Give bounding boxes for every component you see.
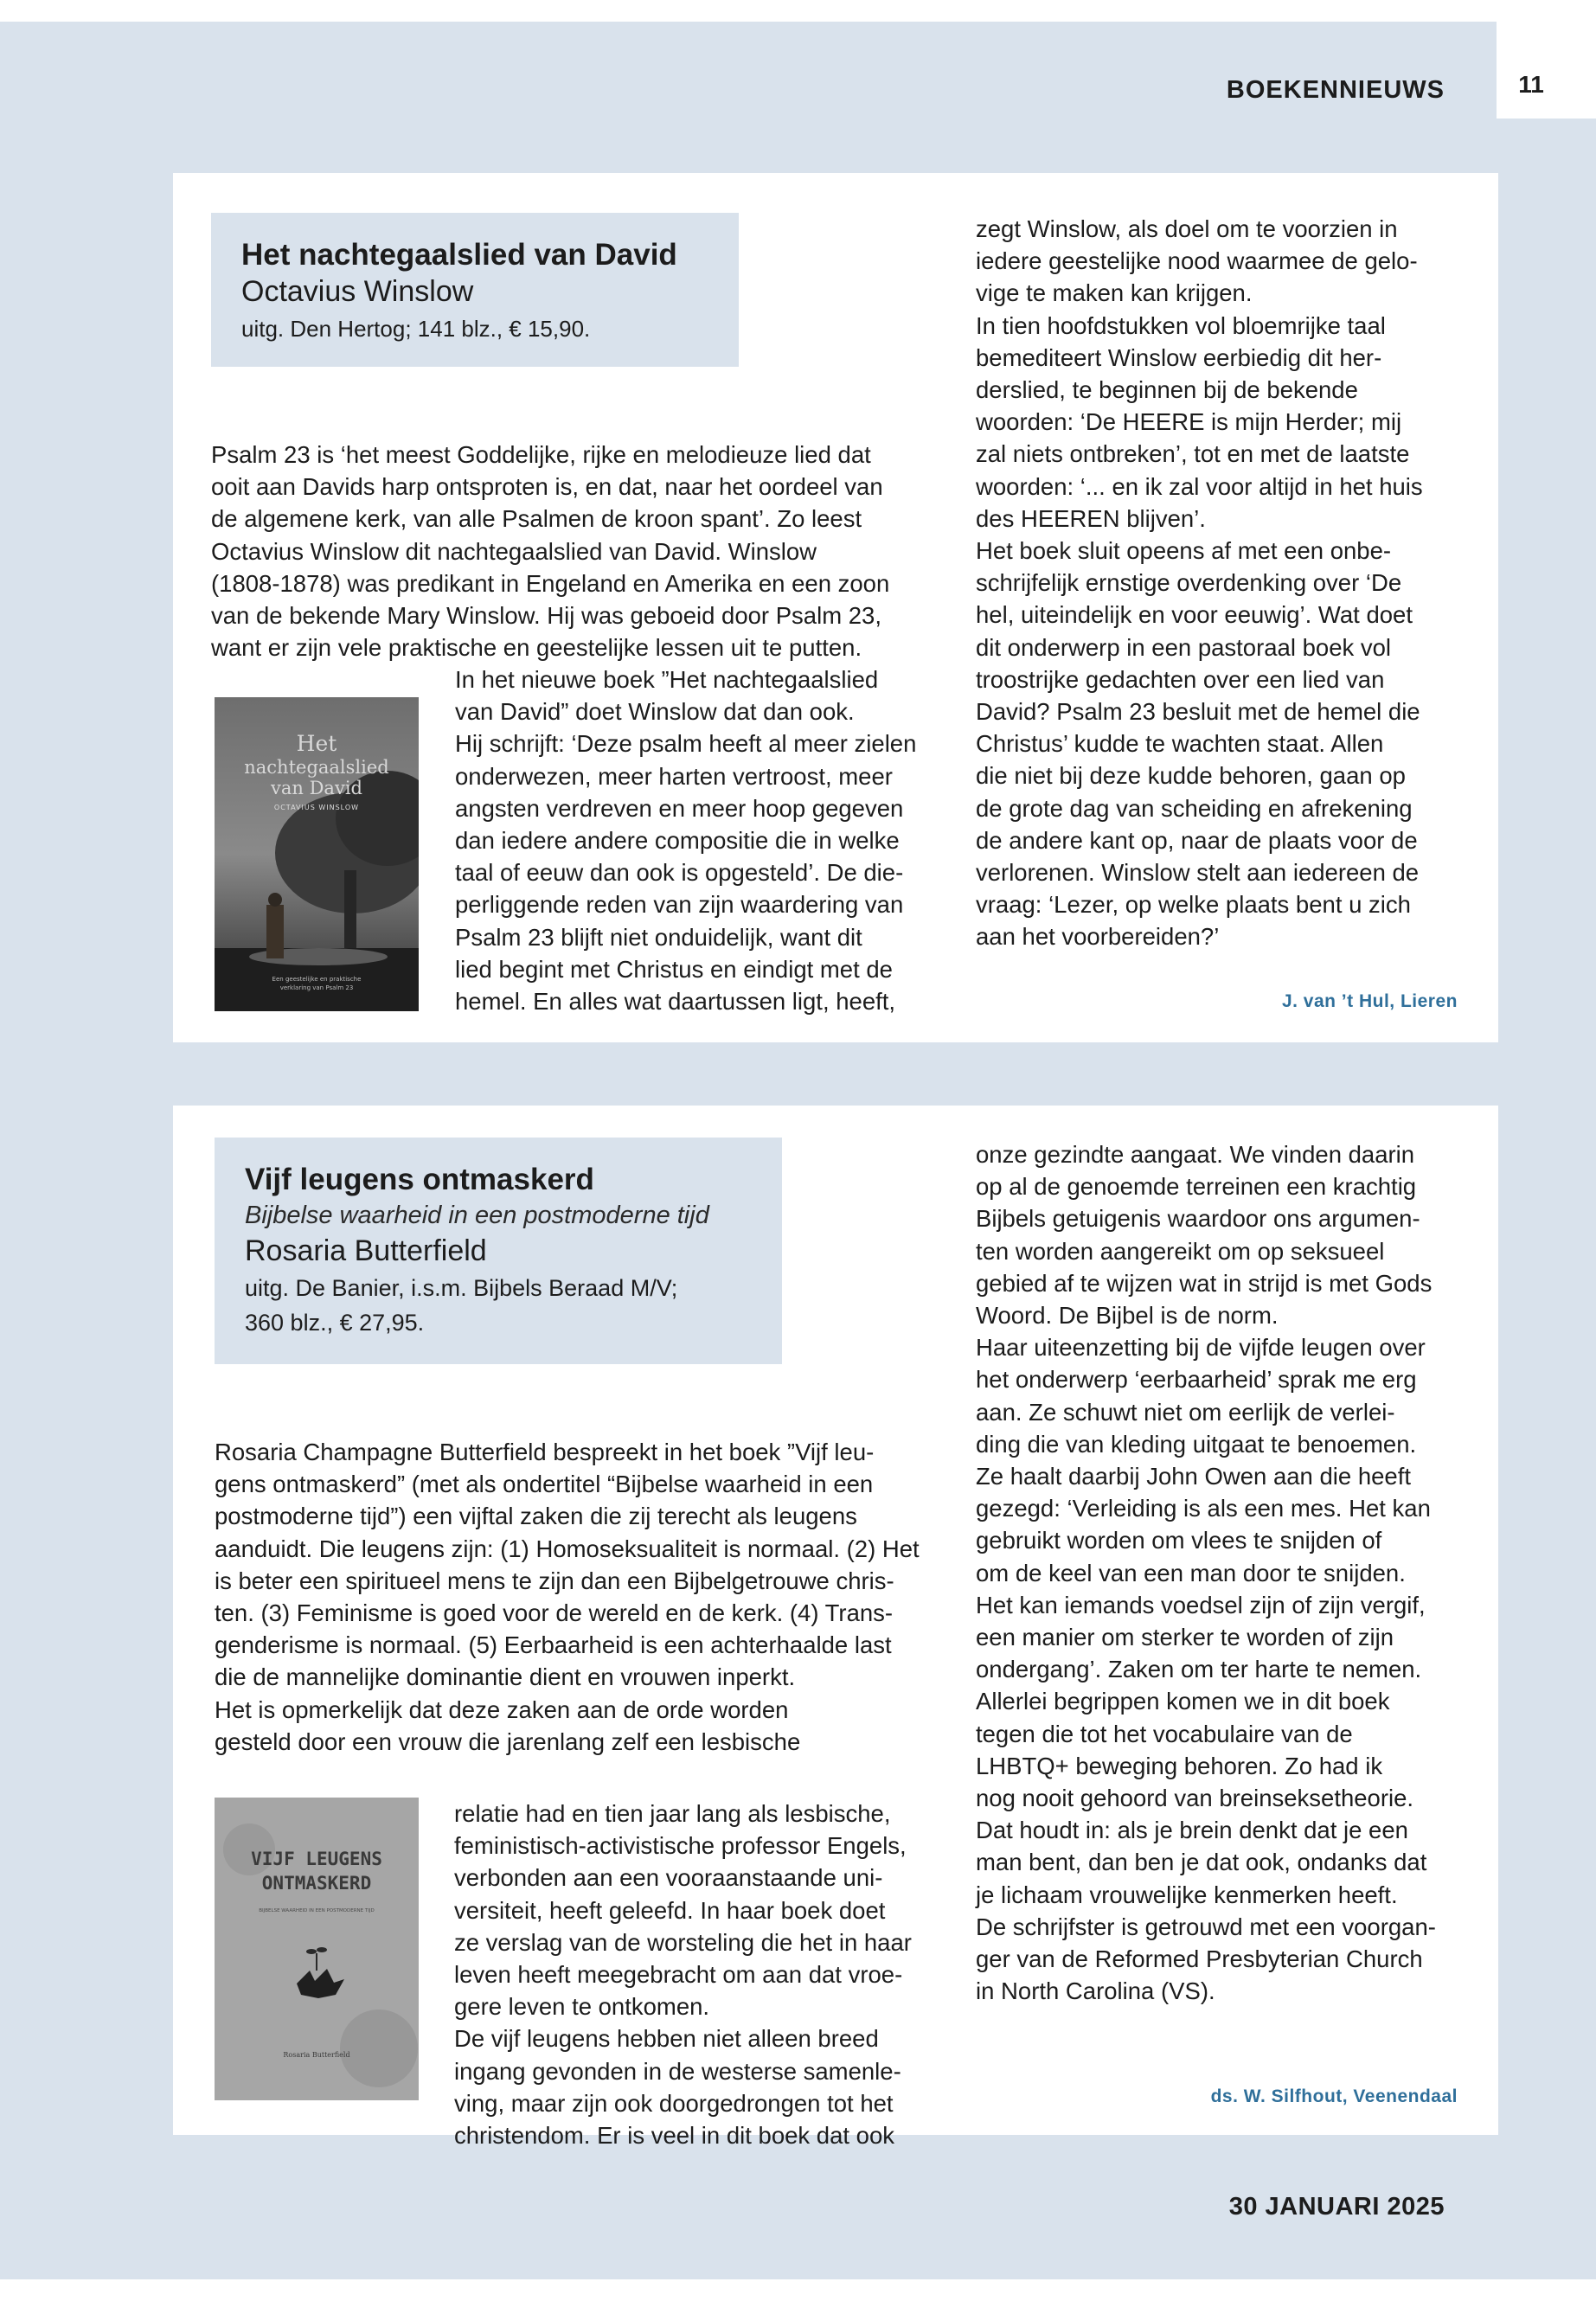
review-card-1 <box>173 173 1498 1042</box>
review-1-signature: J. van ’t Hul, Lieren <box>1281 991 1458 1011</box>
review-2-body-col1: Rosaria Champagne Butterfield bespreekt in het boek ”Vijf leu- gens ontmaskerd” (met als ondertitel “Bijbelse waarheid in een postmoderne tijd”) een vijftal zaken die zij terecht als leugens aanduidt. Die leugens zijn: (1) Homoseksualiteit is normaal. (2) Het is beter een spiritueel mens te zijn dan een Bijbelgetrouwe chris- ten. (3) Feminisme is goed voor de wereld en de kerk. (4) Trans- genderisme is normaal. (5) Eerbaarheid is een achterhaalde last die de mannelijke dominantie dient en vrouwen inperkt. Het is opmerkelijk dat deze zaken aan de orde worden gesteld door een vrouw die jarenlang zelf een lesbische <box>215 1439 920 1755</box>
review-2-title: Vijf leugens ontmaskerd <box>245 1163 594 1196</box>
footer-date: 30 JANUARI 2025 <box>1228 2193 1445 2221</box>
review-2-publisher-2: 360 blz., € 27,95. <box>245 1310 425 1336</box>
review-2-cover-subtitle: BIJBELSE WAARHEID IN EEN POSTMODERNE TIJD <box>259 1908 375 1913</box>
review-2-cover-title-2: ONTMASKERD <box>261 1873 372 1894</box>
review-1-cover-author: OCTAVIUS WINSLOW <box>273 804 360 811</box>
review-1-book-cover <box>215 697 419 1011</box>
review-2-cover-art <box>215 1798 419 2100</box>
page-number-box <box>1497 22 1596 119</box>
review-1-body-col1-wrap: In het nieuwe boek ”Het nachtegaalslied van David” doet Winslow dat dan ook. Hij schrijft: ‘Deze psalm heeft al meer zielen onderwezen, meer harten vertroost, meer angsten verdreven en meer hoop gegeven dan iedere andere compositie die in welke taal of eeuw dan ook is opgesteld’. De die- perliggende reden van zijn waardering van Psalm 23 blijft niet onduidelijk, want dit lied begint met Christus en eindigt met de hemel. En alles wat daartussen ligt, heeft, <box>455 666 917 1016</box>
review-2-publisher-1: uitg. De Banier, i.s.m. Bijbels Beraad M/V; <box>245 1275 678 1301</box>
review-1-title: Het nachtegaalslied van David <box>241 238 677 272</box>
review-1-publisher: uitg. Den Hertog; 141 blz., € 15,90. <box>241 316 591 342</box>
review-1-body-col2: zegt Winslow, als doel om te voorzien in iedere geestelijke nood waarmee de gelo- vige te maken kan krijgen. In tien hoofdstukken vol bloemrijke taal bemediteert Winslow eerbiedig dit her- derslied, te beginnen bij de bekende woorden: ‘De HEERE is mijn Herder; mij zal niets ontbreken’, tot en met de laatste woorden: ‘... en ik zal voor altijd in het huis des HEEREN blijven’. Het boek sluit opeens af met een onbe- schrijfelijk ernstige overdenking over ‘De hel, uiteindelijk en voor eeuwig’. Wat doet dit onderwerp in een pastoraal boek vol troostrijke gedachten over een lied van David? Psalm 23 besluit met de hemel die Christus’ kudde te wachten staat. Allen die niet bij deze kudde behoren, gaan op de grote dag van scheiding en afrekening de andere kant op, naar de plaats voor de verlorenen. Winslow stelt aan iedereen de vraag: ‘Lezer, op welke plaats bent u zich aan het voorbereiden?’ <box>976 215 1423 951</box>
page-number: 11 <box>1518 71 1544 98</box>
review-1-cover-title-1: Het <box>296 731 337 756</box>
review-2-body-col2: onze gezindte aangaat. We vinden daarin op al de genoemde terreinen een krachtig Bijbels getuigenis waardoor ons argumen- ten worden aangereikt om op seksueel gebied af te wijzen wat in strijd is met Gods Woord. De Bijbel is de norm. Haar uiteenzetting bij de vijfde leugen over het onderwerp ‘eerbaarheid’ sprak me erg aan. Ze schuwt niet om eerlijk de verlei- ding die van kleding uitgaat te benoemen. Ze haalt daarbij John Owen aan die heeft gezegd: ‘Verleiding is als een mes. Het kan gebruikt worden om vlees te snijden of om de keel van een man door te snijden. Het kan iemands voedsel zijn of zijn vergif, een manier om sterker te worden of zijn ondergang’. Zaken om ter harte te nemen. Allerlei begrippen komen we in dit boek tegen die tot het vocabulaire van de LHBTQ+ beweging behoren. Zo had ik nog nooit gehoord van breinseksetheorie. Dat houdt in: als je brein denkt dat je een man bent, dan ben je dat ook, ondanks dat je lichaam vrouwelijke kenmerken heeft. De schrijfster is getrouwd met een voorgan- ger van de Reformed Presbyterian Church in North Carolina (VS). <box>976 1141 1436 2005</box>
review-2-signature: ds. W. Silfhout, Veenendaal <box>1210 2086 1458 2106</box>
review-2-subtitle: Bijbelse waarheid in een postmoderne tijd <box>245 1202 709 1229</box>
review-2-author: Rosaria Butterfield <box>245 1234 487 1267</box>
review-1-cover-title-2: nachtegaalslied <box>244 757 389 778</box>
review-1-body-col1: Psalm 23 is ‘het meest Goddelijke, rijke en melodieuze lied dat ooit aan Davids harp ontsproten is, en dat, naar het oordeel van de algemene kerk, van alle Psalmen de kroon spant’. Zo leest Octavius Winslow dit nachtegaalslied van David. Winslow (1808-1878) was predikant in Engeland en Amerika en een zoon van de bekende Mary Winslow. Hij was geboeid door Psalm 23, want er zijn vele praktische en geestelijke lessen uit te putten. <box>211 441 890 662</box>
review-2-body-col1-wrap: relatie had en tien jaar lang als lesbische, feministisch-activistische professor Engels, verbonden aan een vooraanstaande uni- versiteit, heeft geleefd. In haar boek doet ze verslag van de worsteling die het in haar leven heeft meegebracht om aan dat vroe- gere leven te ontkomen. De vijf leugens hebben niet alleen breed ingang gevonden in de westerse samenle- ving, maar zijn ook doorgedrongen tot het christendom. Er is veel in dit boek dat ook <box>454 1800 912 2150</box>
review-1-cover-art <box>215 697 419 1011</box>
review-1-cover-title-3: van David <box>271 778 362 798</box>
review-1-author: Octavius Winslow <box>241 275 474 308</box>
review-1-cover-tagline-1: Een geestelijke en praktische <box>272 976 362 983</box>
review-1-header-box <box>211 213 739 367</box>
review-2-header-box <box>215 1138 782 1364</box>
review-1-cover-tagline-2: verklaring van Psalm 23 <box>279 984 354 991</box>
review-card-2 <box>173 1106 1498 2150</box>
section-label: BOEKENNIEUWS <box>1226 76 1445 104</box>
review-2-book-cover <box>215 1798 419 2100</box>
review-2-cover-title-1: VIJF LEUGENS <box>251 1849 382 1869</box>
review-2-cover-author: Rosaria Butterfield <box>283 2051 350 2059</box>
